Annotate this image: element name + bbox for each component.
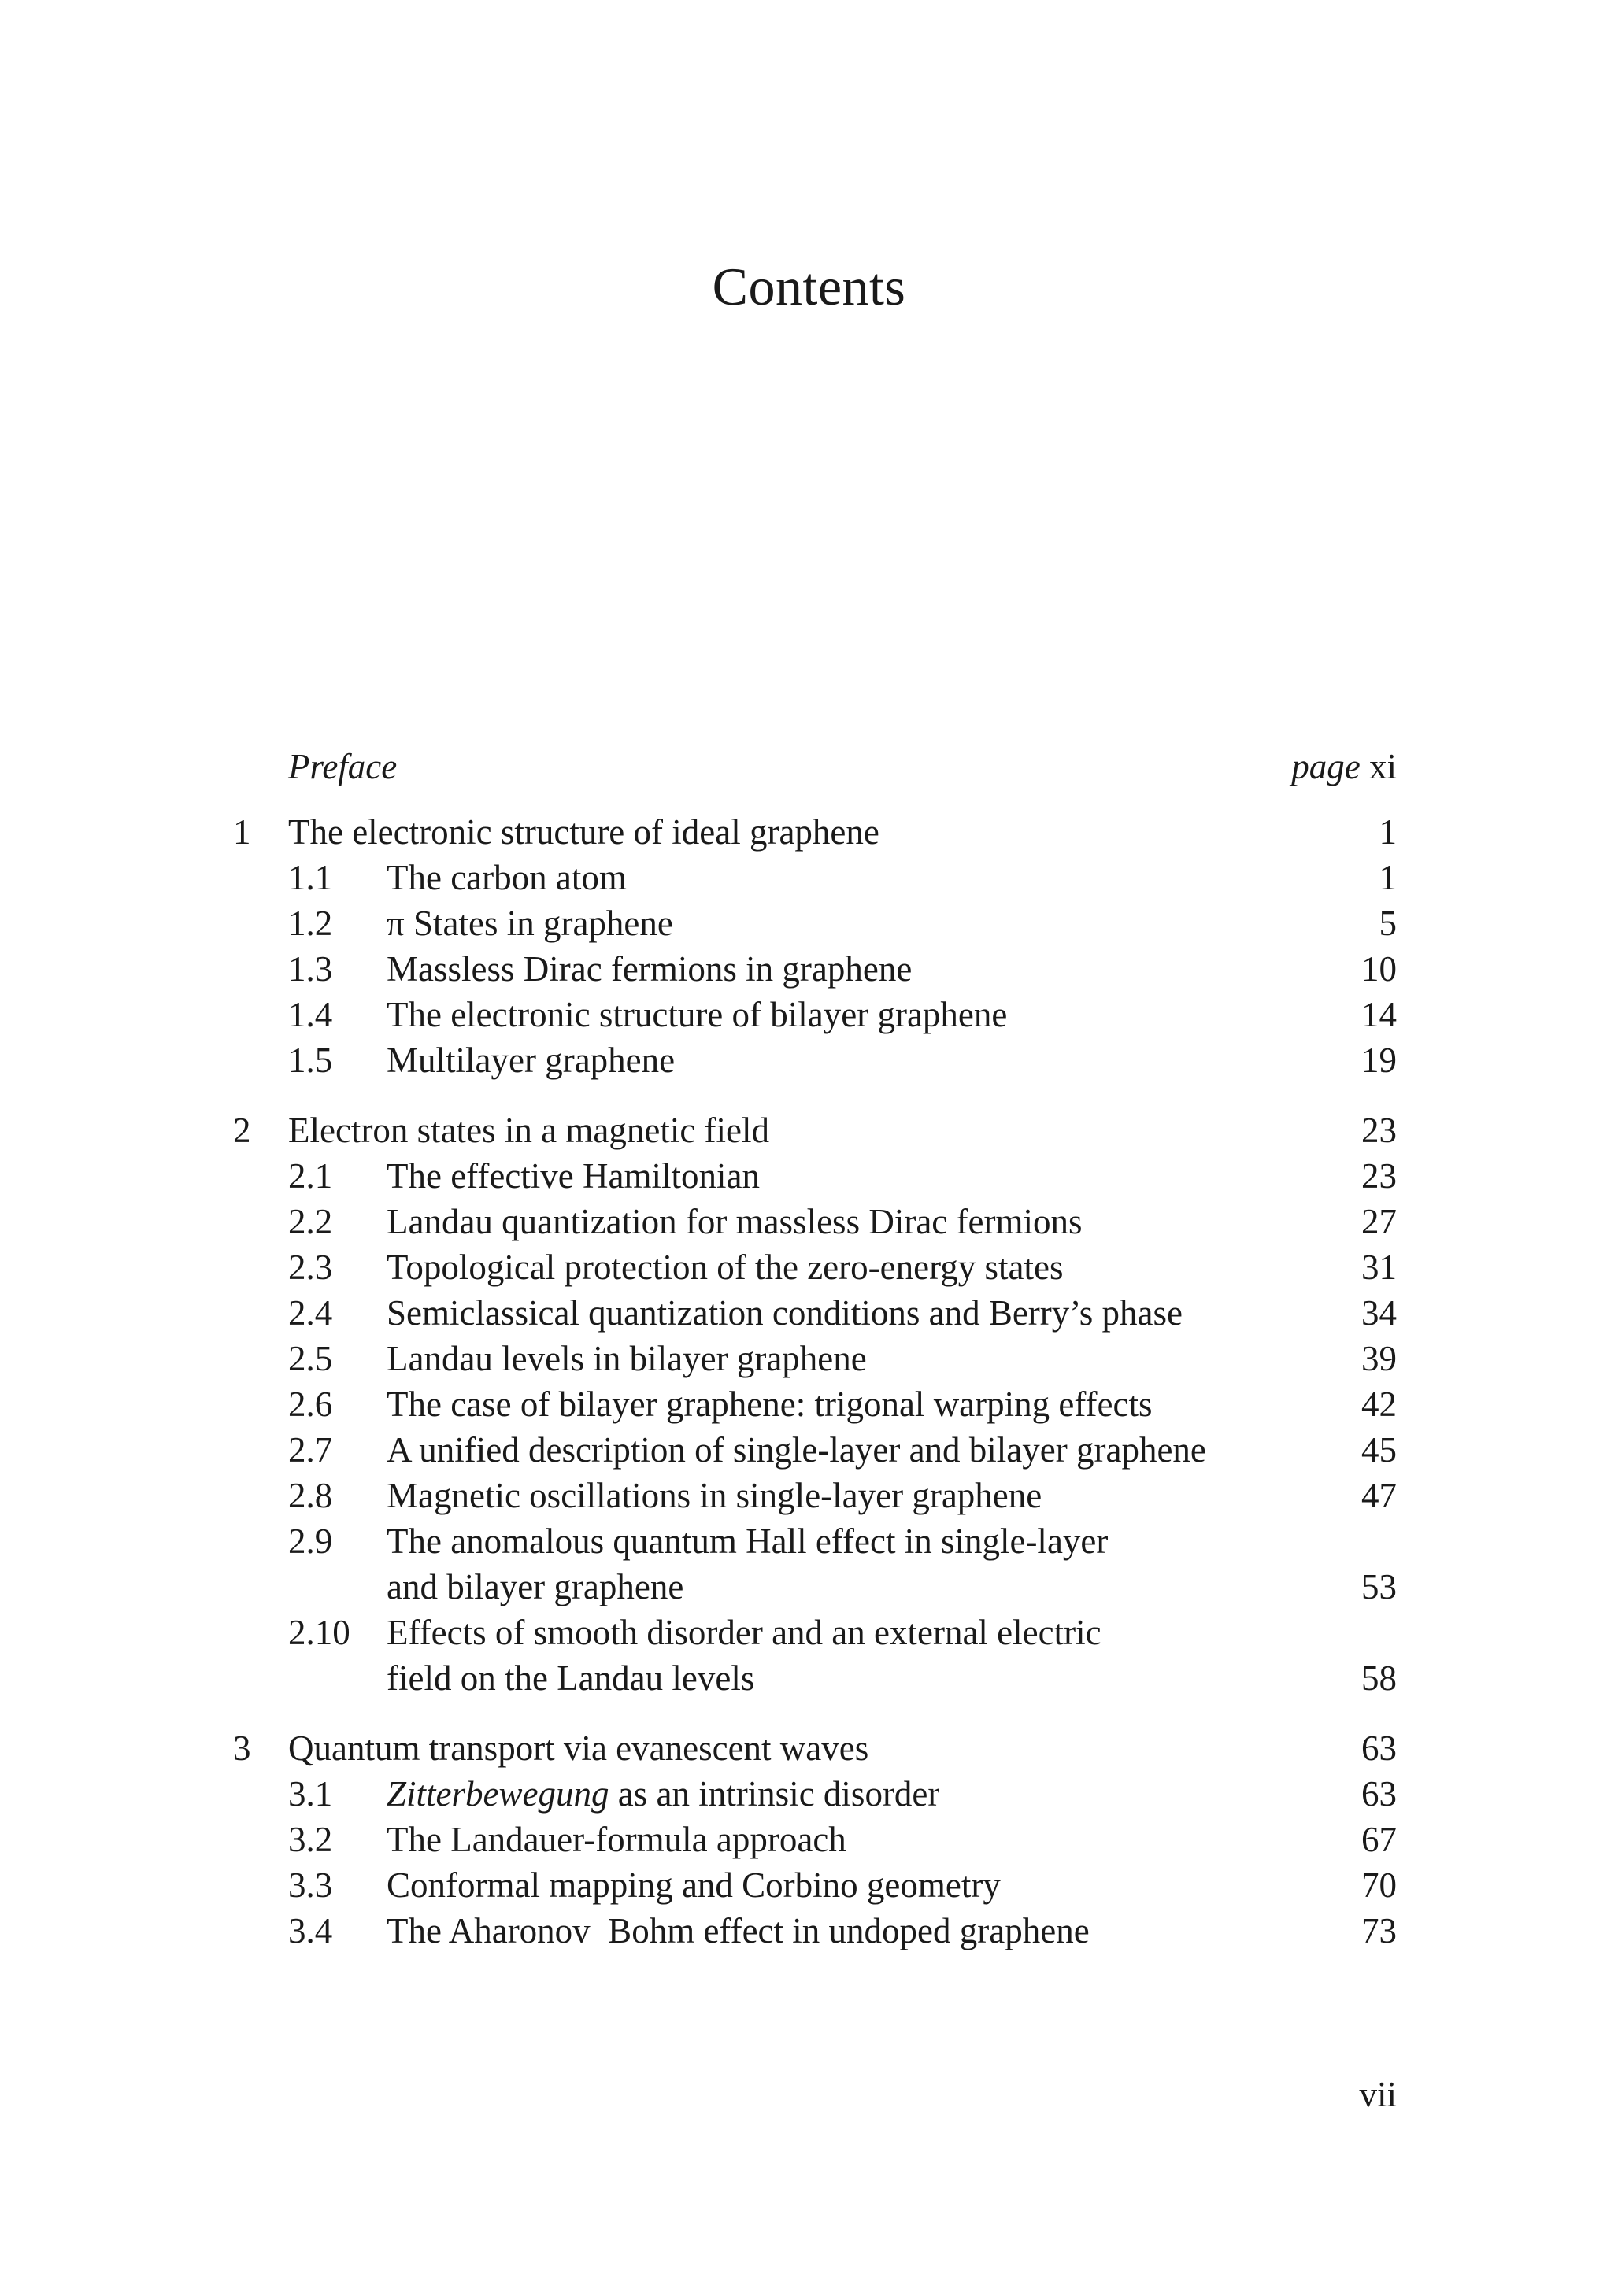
chapter-number: 3 [233,1728,251,1768]
section-title [387,1771,939,1817]
section-title: The electronic structure of bilayer graphene [387,995,1008,1034]
chapter-page: 23 [1361,1111,1397,1150]
toc-section-2-8[interactable] [0,1473,1618,1518]
toc-section-2-10-cont[interactable] [0,1655,1618,1701]
section-page: 14 [1361,995,1397,1034]
page-title: Contents [712,257,906,316]
section-number: 1.5 [288,1041,333,1080]
toc-section-2-2[interactable] [0,1199,1618,1244]
section-title: Effects of smooth disorder and an external electric [387,1613,1101,1652]
section-title-italic: Zitterbewegung [387,1774,609,1814]
section-page: 34 [1361,1293,1397,1333]
section-page: 47 [1361,1476,1397,1515]
toc-section-2-5[interactable] [0,1336,1618,1381]
section-page: 58 [1361,1658,1397,1698]
section-number: 1.4 [288,995,333,1034]
chapter-title: Electron states in a magnetic field [288,1111,770,1150]
toc-section-3-4[interactable] [0,1908,1618,1954]
section-page: 70 [1361,1865,1397,1905]
toc-section-2-7[interactable] [0,1427,1618,1473]
section-page: 23 [1361,1156,1397,1196]
section-title: The Aharonov Bohm effect in undoped graphene [387,1911,1090,1950]
section-title: Semiclassical quantization conditions and Berry’s phase [387,1293,1183,1333]
toc-section-2-4[interactable] [0,1290,1618,1336]
toc-section-1-5[interactable] [0,1037,1618,1083]
section-page: 27 [1361,1202,1397,1241]
section-title: The anomalous quantum Hall effect in single-layer [387,1521,1109,1561]
preface-label: Preface [288,747,398,786]
section-title: The carbon atom [387,858,627,897]
section-page: 73 [1361,1911,1397,1950]
section-number: 3.1 [288,1774,333,1814]
toc-section-1-4[interactable] [0,992,1618,1037]
section-title-continued: field on the Landau levels [387,1658,755,1698]
chapter-page: 1 [1379,812,1397,852]
section-page: 53 [1361,1567,1397,1606]
chapter-number: 2 [233,1111,251,1150]
section-number: 2.6 [288,1385,333,1424]
section-page: 67 [1361,1820,1397,1859]
toc-section-2-3[interactable] [0,1244,1618,1290]
section-title-rest: as an intrinsic disorder [609,1774,940,1814]
toc-section-3-1[interactable] [0,1771,1618,1817]
toc-section-2-10[interactable] [0,1610,1618,1655]
toc-section-3-2[interactable] [0,1817,1618,1862]
chapter-page: 63 [1361,1728,1397,1768]
section-title: Landau quantization for massless Dirac fermions [387,1202,1083,1241]
section-number: 3.2 [288,1820,333,1859]
toc-chapter-3[interactable] [0,1725,1618,1771]
section-title: Massless Dirac fermions in graphene [387,949,913,989]
page-number: vii [1359,2075,1397,2114]
section-number: 1.1 [288,858,333,897]
chapter-number: 1 [233,812,251,852]
section-title: Multilayer graphene [387,1041,676,1080]
section-title-continued: and bilayer graphene [387,1567,684,1606]
toc-chapter-1[interactable] [0,809,1618,855]
section-title: Landau levels in bilayer graphene [387,1339,867,1378]
section-number: 2.10 [288,1613,350,1652]
section-number: 2.3 [288,1248,333,1287]
section-title: Topological protection of the zero-energy states [387,1248,1064,1287]
section-page: 45 [1361,1430,1397,1470]
section-page: 39 [1361,1339,1397,1378]
toc-section-2-6[interactable] [0,1381,1618,1427]
toc-entry-preface[interactable] [0,744,1618,789]
toc-section-2-9-cont[interactable] [0,1564,1618,1610]
section-number: 1.2 [288,904,333,943]
section-title: A unified description of single-layer and bilayer graphene [387,1430,1206,1470]
section-page: 10 [1361,949,1397,989]
section-number: 2.8 [288,1476,333,1515]
section-title: Conformal mapping and Corbino geometry [387,1865,1001,1905]
section-number: 2.7 [288,1430,333,1470]
section-number: 3.4 [288,1911,333,1950]
section-title: π States in graphene [387,904,673,943]
section-number: 2.2 [288,1202,333,1241]
section-title: Magnetic oscillations in single-layer graphene [387,1476,1042,1515]
section-page: 63 [1361,1774,1397,1814]
section-page: 19 [1361,1041,1397,1080]
section-title: The case of bilayer graphene: trigonal warping effects [387,1385,1153,1424]
toc-section-2-1[interactable] [0,1153,1618,1199]
toc-section-1-3[interactable] [0,946,1618,992]
section-number: 2.9 [288,1521,333,1561]
section-number: 2.4 [288,1293,333,1333]
section-number: 1.3 [288,949,333,989]
section-number: 2.5 [288,1339,333,1378]
preface-page: page xi [1291,747,1397,786]
chapter-title: The electronic structure of ideal graphene [288,812,879,852]
section-page: 42 [1361,1385,1397,1424]
section-title: The Landauer-formula approach [387,1820,846,1859]
toc-section-2-9[interactable] [0,1518,1618,1564]
chapter-title: Quantum transport via evanescent waves [288,1728,869,1768]
section-page: 31 [1361,1248,1397,1287]
toc-section-3-3[interactable] [0,1862,1618,1908]
toc-chapter-2[interactable] [0,1107,1618,1153]
toc-section-1-1[interactable] [0,855,1618,900]
section-title: The effective Hamiltonian [387,1156,760,1196]
section-number: 3.3 [288,1865,333,1905]
section-page: 5 [1379,904,1397,943]
section-page: 1 [1379,858,1397,897]
toc-section-1-2[interactable] [0,900,1618,946]
section-number: 2.1 [288,1156,333,1196]
